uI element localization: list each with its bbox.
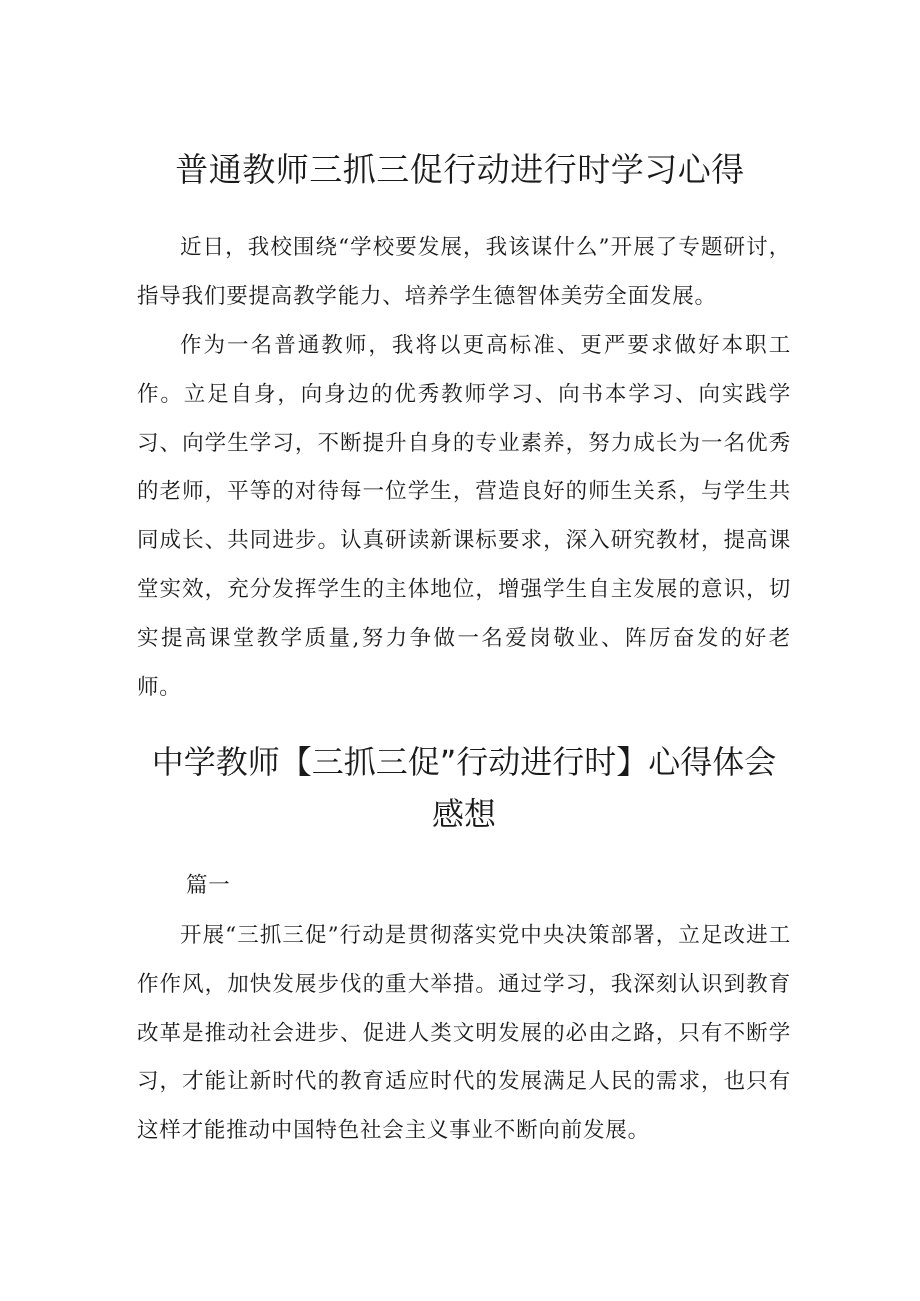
paragraph-action-reflection: 开展“三抓三促”行动是贯彻落实党中央决策部署，立足改进工作作风，加快发展步伐的重大举措。通过学习，我深刻认识到教育改革是推动社会进步、促进人类文明发展的必由之路，只有不断学习，才能让新时代的教育适应时代的发展满足人民的需求，也只有这样才能推动中国特色社会主义事业不断向前发展。 <box>137 923 791 1144</box>
paragraph-block-2 <box>137 322 791 712</box>
paragraph-intro: 近日，我校围绕“学校要发展，我该谋什么”开展了专题研讨，指导我们要提高教学能力、培养学生德智体美劳全面发展。 <box>137 235 791 309</box>
section-title: 中学教师【三抓三促”行动进行时】心得体会感想 <box>151 743 777 833</box>
document-title: 普通教师三抓三促行动进行时学习心得 <box>175 150 745 189</box>
paragraph-block-3 <box>137 912 791 1156</box>
paragraph-teacher-commitment: 作为一名普通教师，我将以更高标准、更严要求做好本职工作。立足自身，向身边的优秀教师学习、向书本学习、向实践学习、向学生学习，不断提升自身的专业素养，努力成长为一名优秀的老师，平等的对待每一位学生，营造良好的师生关系，与学生共同成长、共同进步。认真研读新课标要求，深入研究教材，提高课堂实效，充分发挥学生的主体地位，增强学生自主发展的意识，切实提高课堂教学质量,努力争做一名爱岗敬业、阵厉奋发的好老师。 <box>137 333 791 700</box>
section-subheading: 篇一 <box>186 873 231 898</box>
paragraph-block-1 <box>137 224 791 322</box>
